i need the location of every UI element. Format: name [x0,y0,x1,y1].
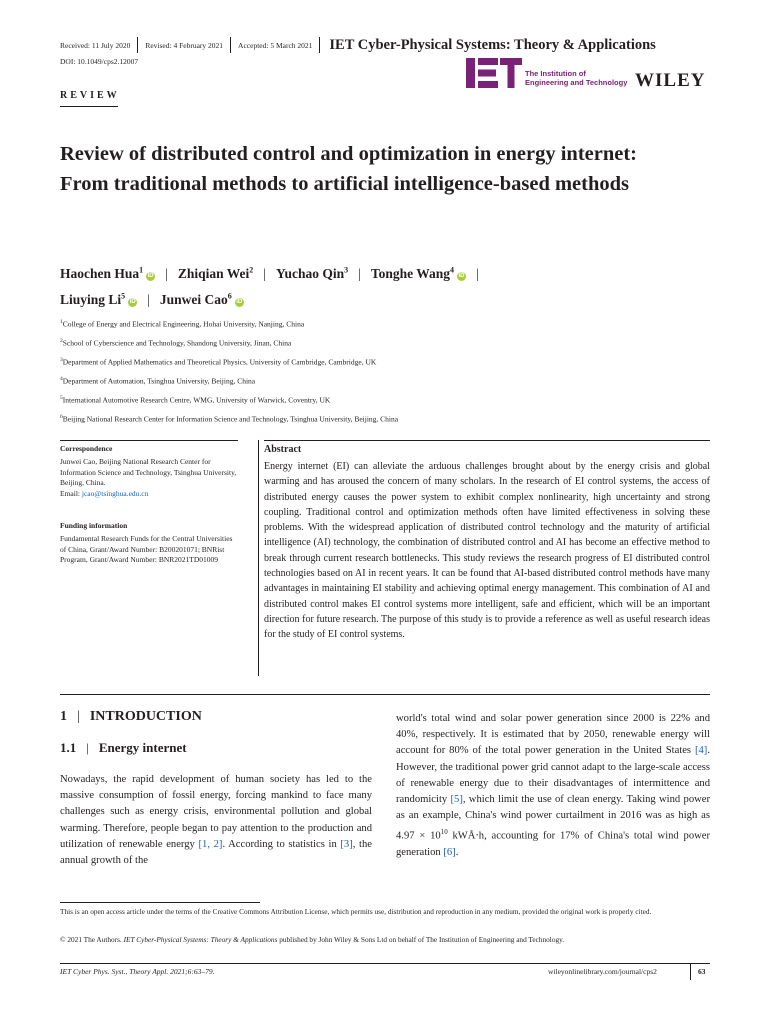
divider [230,37,231,53]
affiliation: $^3$Department of Applied Mathematics and Theoretical Physics, University of Cambridge, Cambridge, UK [60,357,377,367]
body-paragraph: world's total wind and solar power generation since 2000 is 22% and 40%, respectively. It is estimated that by 2050, renewable energy will account for 80% of the total power generation in the United States [4]. However, the traditional power grid cannot adapt to the large-scale access of renewable energy due to their disadvantages of intermittence and randomicity [5], which limit the use of clean energy. Taking wind power as an example, China's wind power curtailment in 2016 was as high as $4.97 \times 10^{10}$ kWÅ‧h, accounting for 17% of China's total wind power generation [6]. [396,713,711,859]
page-number: 63 [698,967,706,976]
received-date: Received: 11 July 2020 [60,40,131,50]
affiliation: $^2$School of Cyberscience and Technology, Shandong University, Jinan, China [60,338,292,348]
affiliations [60,314,700,428]
orcid-icon[interactable]: iD [458,272,465,279]
abstract-text: Energy internet (EI) can alleviate the arduous challenges brought about by the energy crisis and global warming and has aroused the concern of many scholars. In the research of EI control systems, the access of distributed energy causes the power system to exhibit complex nonlinearity, high uncertainty and strong coupling. Traditional control and optimization methods often have limited effectiveness in solving these problems. With the widespread application of distributed control technology and the maturity of artificial intelligence (AI) technology, the combination of distributed control and AI has become an effective method to break through current research bottlenecks. This study reviews the research progress of EI distributed control technologies based on AI in recent years. It can be found that AI-based distributed control methods have many advantages in maintaining EI stability and achieving optimal energy management. This combination of AI and distributed control makes EI control systems more intelligent, safe and efficient, which will be an important direction for future research. The purpose of this study is to provide a reference as well as useful research ideas for the study of EI control systems. [264,461,710,641]
section-title: INTRODUCTION [89,709,202,724]
citation-link[interactable]: [4] [694,745,708,757]
author[interactable]: Zhiqian Wei$^2$ [177,265,254,281]
iet-name [525,69,627,87]
column-divider [258,440,259,676]
correspondence-heading: Correspondence [60,444,113,453]
divider [264,440,710,441]
divider [60,902,260,903]
author[interactable]: Liuying Li$^5$iD [60,291,136,307]
citation-link[interactable]: [1, 2] [198,838,223,850]
journal-title[interactable]: IET Cyber-Physical Systems: Theory & Applications [329,36,656,53]
iet-name-line2: Engineering and Technology [525,78,628,87]
citation-link[interactable]: [6] [443,847,456,859]
funding-heading: Funding information [60,521,128,530]
divider [60,694,710,695]
iet-name-line1: The Institution of [525,69,586,78]
orcid-icon[interactable]: iD [129,299,136,305]
abstract-heading: Abstract [264,444,302,455]
affiliation: $^4$Department of Automation, Tsinghua University, Beijing, China [60,376,256,386]
license-text: This is an open access article under the terms of the Creative Commons Attribution License, which permits use, distribution and reproduction in any medium, provided the original work is properly cited. [60,907,652,916]
author[interactable]: Yuchao Qin$^3$ [275,265,349,281]
revised-date: Revised: 4 February 2021 [145,40,224,50]
orcid-icon[interactable]: iD [147,272,154,279]
body-paragraph: Nowadays, the rapid development of human society has led to the massive consumption of fossil energy, forcing mankind to face many challenges such as energy crisis, environmental pollution and global warming. Therefore, people began to pay attention to the production and utilization of renewable energy [1, 2]. According to statistics in [3], the annual growth of the [60,774,372,867]
divider [60,106,118,107]
divider [60,963,710,964]
doi[interactable]: DOI: 10.1049/cps2.12007 [60,57,139,66]
divider [690,964,691,980]
divider [319,37,320,53]
copyright-text: © 2021 The Authors. IET Cyber-Physical Systems: Theory & Applications published by John Wiley & Sons Ltd on behalf of The Institution of Engineering and Technology. [60,935,565,944]
funding-text: Fundamental Research Funds for the Central Universities of China, Grant/Award Number: B200201071; BNRist Program, Grant/Award Number: BNR2021TD01009 [60,533,233,565]
iet-logo-icon [466,58,522,88]
citation-link[interactable]: [5] [450,794,463,806]
citation-link[interactable]: [3] [340,838,353,850]
author[interactable]: Tonghe Wang$^4$iD [370,265,465,281]
divider [60,440,238,441]
correspondence-text: Junwei Cao, Beijing National Research Center for Information Science and Technology, Tsinghua University, Beijing, China. [60,456,237,488]
author[interactable]: Junwei Cao$^6$iD [159,291,243,307]
article-type: REVIEW [60,90,120,101]
correspondence-email-line: Email: jcao@tsinghua.edu.cn [60,489,149,499]
publisher-logo: WILEY [635,70,706,91]
affiliation: $^1$College of Energy and Electrical Engineering, Hohai University, Nanjing, China [60,319,305,329]
article-title: Review of distributed control and optimization in energy internet: From traditional methods to artificial intelligence-based methods [60,143,637,195]
affiliation: $^5$International Automotive Research Centre, WMG, University of Warwick, Coventry, UK [60,395,331,405]
affiliation: $^6$Beijing National Research Center for Information Science and Technology, Tsinghua University, Beijing, China [60,414,399,424]
author-list: Haochen Hua$^1$iD | Zhiqian Wei$^2$ | Yuchao Qin$^3$ | Tonghe Wang$^4$iD | Liuying Li$^5$iD | Junwei Cao$^6$iD [60,265,479,307]
publication-dates [60,36,710,54]
subsection-heading: 1.1 | Energy internet [60,740,187,755]
journal-url[interactable]: wileyonlinelibrary.com/journal/cps2 [548,967,657,976]
correspondence-block [60,444,240,500]
orcid-icon[interactable]: iD [236,299,243,305]
section-heading: 1 | INTRODUCTION [60,709,202,724]
author[interactable]: Haochen Hua$^1$iD [60,265,154,281]
funding-block [60,521,240,566]
subsection-title: Energy internet [98,740,187,755]
accepted-date: Accepted: 5 March 2021 [238,40,313,50]
citation-footer: IET Cyber Phys. Syst., Theory Appl. 2021;6:63–79. [60,967,215,976]
divider [137,37,138,53]
email-link[interactable]: jcao@tsinghua.edu.cn [81,489,149,499]
